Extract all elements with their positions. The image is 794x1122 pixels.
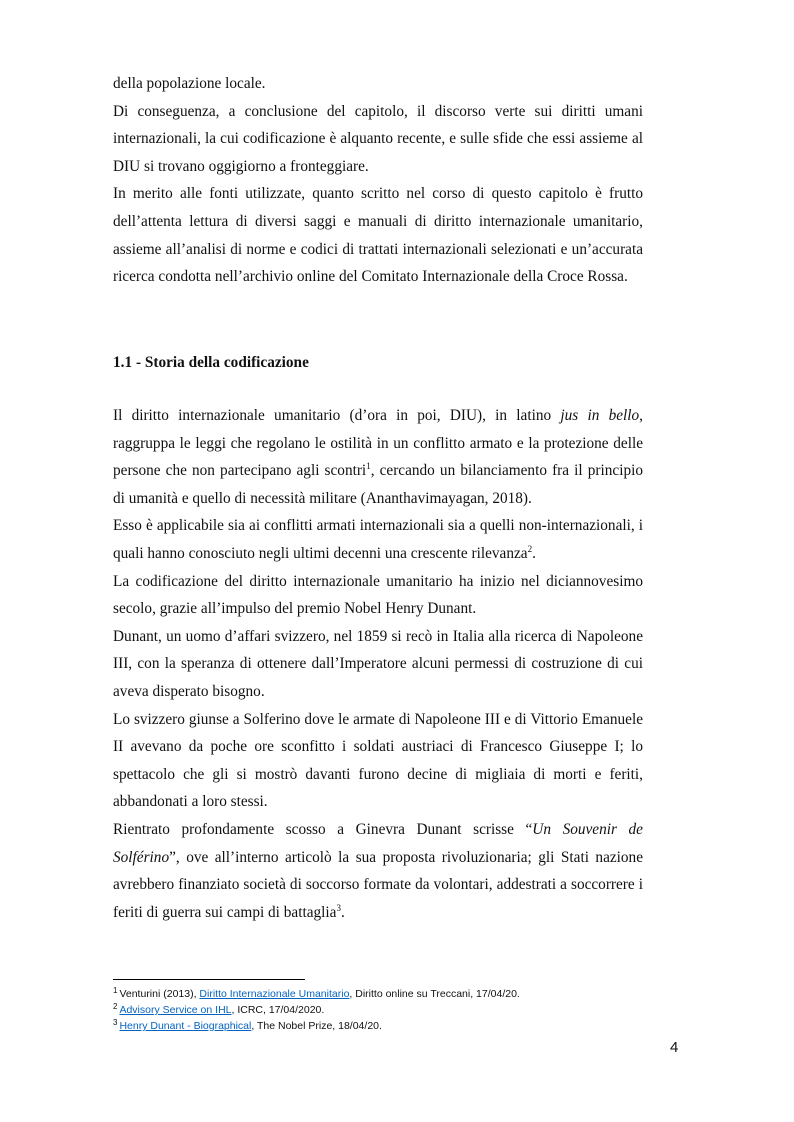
footnote-2-number: 2 — [113, 1001, 118, 1011]
section-heading: 1.1 - Storia della codificazione — [113, 354, 309, 371]
footnote-3-number: 3 — [113, 1017, 118, 1027]
body-paragraph-5: Lo svizzero giunse a Solferino dove le armate di Napoleone III e di Vittorio Emanuele II avevano da poche ore sconfitto i soldati austriaci di Francesco Giuseppe I; lo spettacolo che gli si mostrò davanti furono decine di migliaia di morti e feriti, abbandonati a loro stessi. — [113, 710, 643, 811]
footnote-3-link[interactable]: Henry Dunant - Biographical — [119, 1020, 252, 1032]
body-p6-text-b: ”, ove all’interno articolò la sua proposta rivoluzionaria; gli Stati nazione avrebbero finanziato società di soccorso formate da volontari, addestrati a soccorrere i feriti di guerra sui campi di battaglia — [113, 848, 643, 921]
body-paragraph-1 — [113, 402, 643, 512]
body-p1-italic: jus in bello — [560, 407, 640, 424]
footnote-3-post: , The Nobel Prize, 18/04/20. — [251, 1020, 382, 1032]
footnote-ref-2: 2 — [527, 543, 533, 554]
body-p6-text-c: . — [340, 903, 345, 921]
intro-text — [113, 70, 643, 291]
footnote-ref-3: 3 — [336, 902, 341, 913]
body-p6-italic: Un Souvenir de Solférino — [113, 820, 643, 866]
body-p1-text-a: Il diritto internazionale umanitario (d’ora in poi, DIU), in latino — [113, 407, 561, 424]
footnote-1-pre: Venturini (2013), — [119, 988, 200, 1000]
body-paragraph-2 — [113, 512, 643, 567]
footnote-1-post: , Diritto online su Treccani, 17/04/20. — [349, 988, 520, 1000]
intro-paragraph-2: Di conseguenza, a conclusione del capitolo, il discorso verte sui diritti umani internazionali, la cui codificazione è alquanto recente, e sulle sfide che essi assieme al DIU si trovano oggigiorno a fronteggiare. — [113, 102, 643, 175]
body-p1-text-c: , cercando un bilanciamento fra il principio di umanità e quello di necessità militare (Ananthavimayagan, 2018). — [113, 462, 643, 507]
body-paragraph-6 — [113, 816, 643, 926]
body-paragraph-4: Dunant, un uomo d’affari svizzero, nel 1859 si recò in Italia alla ricerca di Napoleone III, con la speranza di ottenere dall’Imperatore alcuni permessi di costruzione di cui aveva disperato bisogno. — [113, 627, 643, 700]
body-p2-text-a: Esso è applicabile sia ai conflitti armati internazionali sia a quelli non-internazionali, i quali hanno conosciuto negli ultimi decenni una crescente rilevanza — [113, 517, 643, 562]
footnote-1 — [113, 986, 673, 1002]
footnote-2-link[interactable]: Advisory Service on IHL — [119, 1004, 232, 1016]
footnotes — [113, 986, 673, 1034]
body-paragraph-3: La codificazione del diritto internazionale umanitario ha inizio nel diciannovesimo secolo, grazie all’impulso del premio Nobel Henry Dunant. — [113, 572, 643, 618]
page-number: 4 — [670, 1039, 679, 1056]
footnote-1-link[interactable]: Diritto Internazionale Umanitario — [199, 988, 350, 1000]
footnote-1-number: 1 — [113, 985, 118, 995]
footnote-2 — [113, 1002, 673, 1018]
body-p1-text-b: , raggruppa le leggi che regolano le ostilità in un conflitto armato e la protezione delle persone che non partecipano agli scontri — [113, 407, 643, 480]
intro-paragraph-1: della popolazione locale. — [113, 75, 266, 92]
footnote-separator — [113, 979, 305, 980]
section-body — [113, 402, 643, 926]
footnote-ref-1: 1 — [366, 461, 371, 472]
intro-paragraph-3: In merito alle fonti utilizzate, quanto scritto nel corso di questo capitolo è frutto dell’attenta lettura di diversi saggi e manuali di diritto internazionale umanitario, assieme all’analisi di norme e codici di trattati internazionali selezionati e un’accurata ricerca condotta nell’archivio online del Comitato Internazionale della Croce Rossa. — [113, 185, 643, 286]
body-p2-text-b: . — [532, 544, 536, 562]
footnote-3 — [113, 1018, 673, 1034]
footnote-2-post: , ICRC, 17/04/2020. — [231, 1004, 325, 1016]
body-p6-text-a: Rientrato profondamente scosso a Ginevra Dunant scrisse “ — [113, 820, 533, 838]
